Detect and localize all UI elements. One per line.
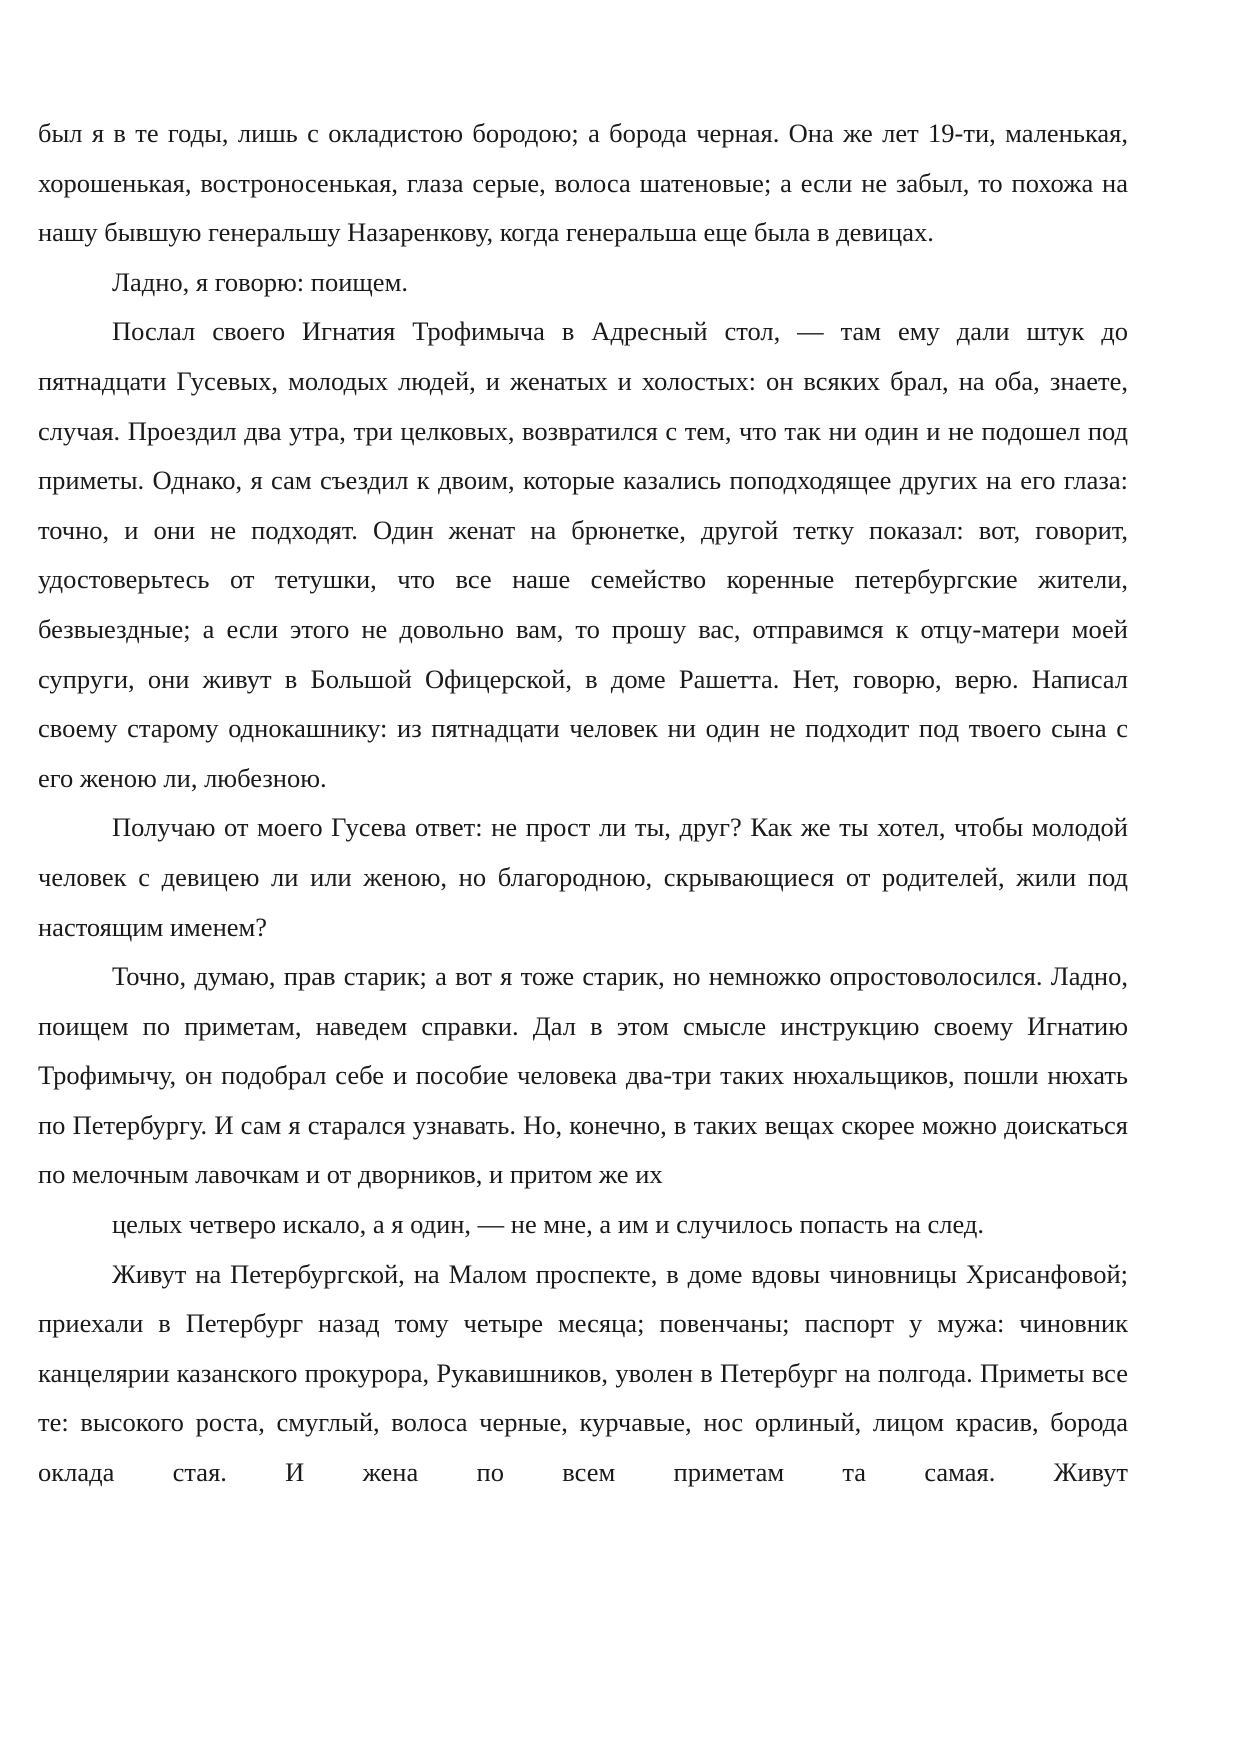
document-page (38, 109, 1128, 1498)
paragraph-6: целых четверо искало, а я один, — не мне, а им и случилось попасть на след. (112, 1209, 984, 1240)
paragraph-3: Послал своего Игнатия Трофимыча в Адресный стол, — там ему дали штук до пятнадцати Гусевых, молодых людей, и женатых и холостых: он всяких брал, на оба, знаете, случая. Проездил два утра, три целковых, возвратился с тем, что так ни один и не подошел под приметы. Однако, я сам съездил к двоим, которые казались поподходящее других на его глаза: точно, и они не подходят. Один женат на брюнетке, другой тетку показал: вот, говорит, удостоверьтесь от тетушки, что все наше семейство коренные петербургские жители, безвыездные; а если этого не довольно вам, то прошу вас, отправимся к отцу-матери моей супруги, они живут в Большой Офицерской, в доме Рашетта. Нет, говорю, верю. Написал своему старому однокашнику: из пятнадцати человек ни один не подходит под твоего сына с его женою ли, любезною. (38, 316, 1128, 793)
paragraph-7: Живут на Петербургской, на Малом проспекте, в доме вдовы чиновницы Хрисанфовой; приехали в Петербург назад тому четыре месяца; повенчаны; паспорт у мужа: чиновник канцелярии казанского прокурора, Рукавишников, уволен в Петербург на полгода. Приметы все те: высокого роста, смуглый, волоса черные, курчавые, нос орлиный, лицом красив, борода оклада стая. И жена по всем приметам та самая. Живут (38, 1258, 1128, 1488)
paragraph-1: был я в те годы, лишь с окладистою бородою; а борода черная. Она же лет 19-ти, маленькая, хорошенькая, востроносенькая, глаза серые, волоса шатеновые; а если не забыл, то похожа на нашу бывшую генеральшу Назаренкову, когда генеральша еще была в девицах. (38, 118, 1128, 248)
paragraph-4: Получаю от моего Гусева ответ: не прост ли ты, друг? Как же ты хотел, чтобы молодой человек с девицею ли или женою, но благородною, скрывающиеся от родителей, жили под настоящим именем? (38, 812, 1128, 942)
paragraph-2: Ладно, я говорю: поищем. (112, 266, 408, 297)
paragraph-5: Точно, думаю, прав старик; а вот я тоже старик, но немножко опростоволосился. Ладно, поищем по приметам, наведем справки. Дал в этом смысле инструкцию своему Игнатию Трофимычу, он подобрал себе и пособие человека два-три таких нюхальщиков, пошли нюхать по Петербургу. И сам я старался узнавать. Но, конечно, в таких вещах скорее можно доискаться по мелочным лавочкам и от дворников, и притом же их (38, 961, 1128, 1190)
